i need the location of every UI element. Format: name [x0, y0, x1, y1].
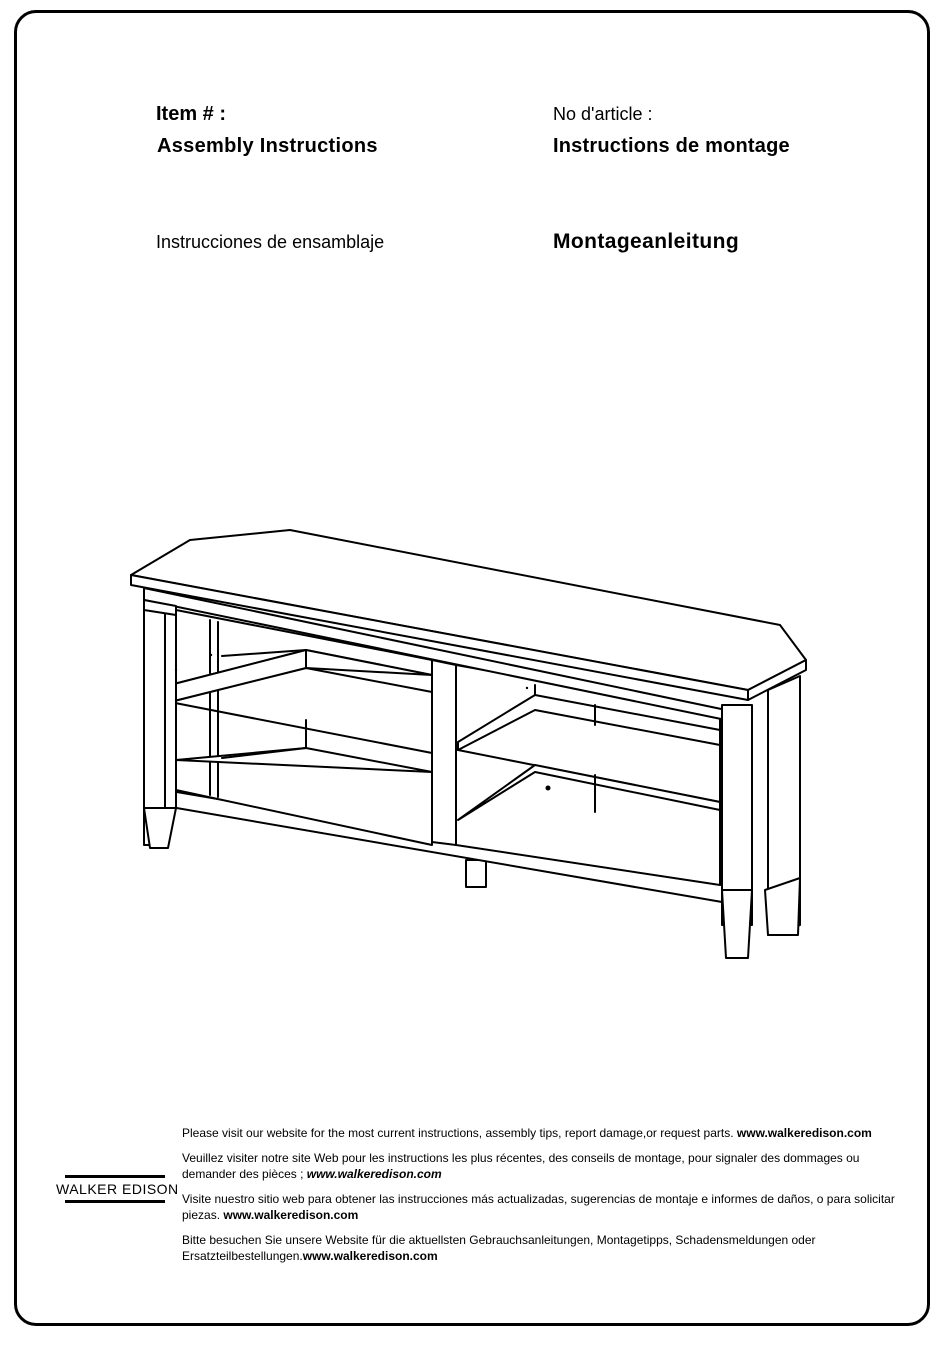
website-link-de[interactable]: www.walkeredison.com: [302, 1249, 438, 1263]
website-link-en[interactable]: www.walkeredison.com: [736, 1126, 872, 1140]
left-side-panel: [144, 588, 165, 845]
logo-bottom-bar: [65, 1200, 165, 1203]
notice-es: Visite nuestro sitio web para obtener las instrucciones más actualizadas, sugerencias de montaje e informes de daños, o para solicitar piezas. www.walkeredison.com: [182, 1192, 895, 1222]
center-divider: [432, 660, 456, 845]
left-front-leg: [144, 808, 176, 848]
assembly-instructions-title: Assembly Instructions: [157, 135, 378, 157]
center-back-support: [466, 860, 486, 887]
no-article-label: No d'article :: [553, 104, 653, 124]
left-front-post: [165, 598, 176, 808]
notice-de: Bitte besuchen Sie unsere Website für die aktuellsten Gebrauchsanleitungen, Montagetipps, Schadensmeldungen oder Ersatzteilbestellungen.www.walkeredison.com: [182, 1233, 816, 1263]
website-link-es[interactable]: www.walkeredison.com: [223, 1208, 359, 1222]
notice-en: Please visit our website for the most current instructions, assembly tips, report damage,or request parts. www.walkeredison.com: [182, 1126, 872, 1140]
instructions-de-title: Montageanleitung: [553, 230, 740, 253]
right-front-leg: [722, 890, 752, 958]
notice-fr: Veuillez visiter notre site Web pour les instructions les plus récentes, des conseils de montage, pour signaler des dommages ou demander des pièces ; www.walkeredison.com: [182, 1151, 860, 1181]
walker-edison-logo: [56, 1175, 179, 1203]
instructions-fr-title: Instructions de montage: [553, 135, 790, 157]
item-number-label: Item # :: [156, 103, 227, 125]
website-link-fr[interactable]: www.walkeredison.com: [306, 1167, 442, 1181]
instructions-es-title: Instrucciones de ensamblaje: [156, 232, 385, 252]
logo-text: WALKER EDISON: [56, 1181, 179, 1197]
website-notice: [182, 1125, 912, 1273]
